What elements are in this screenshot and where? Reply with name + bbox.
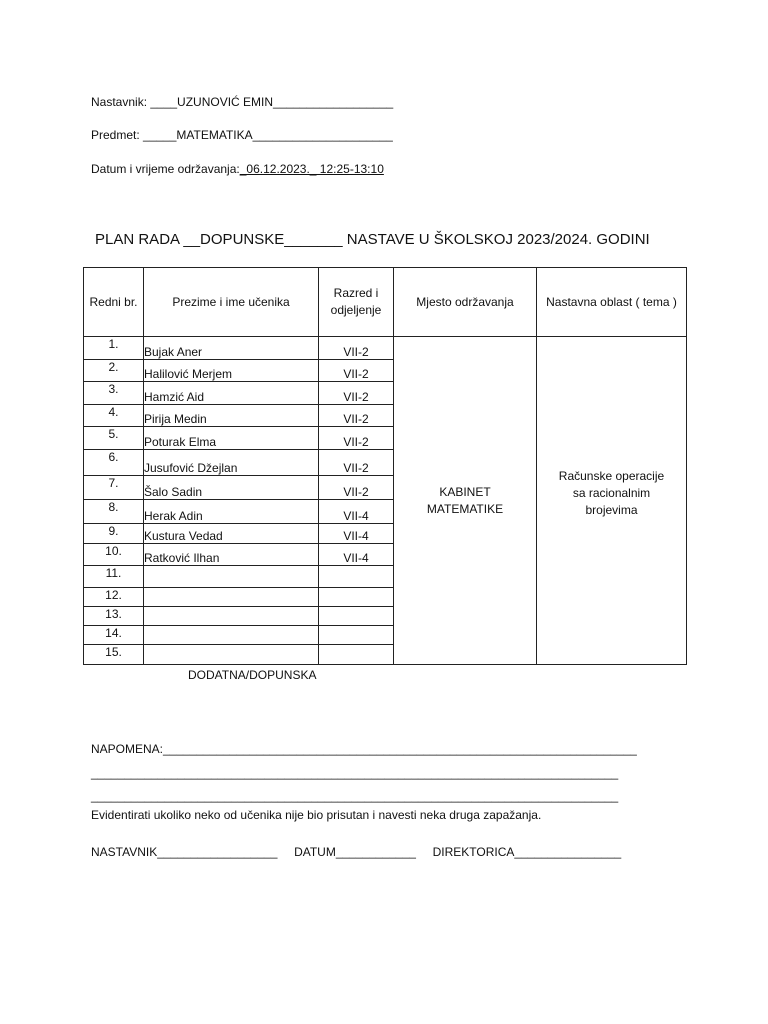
sig-date: DATUM____________ (294, 845, 416, 859)
napomena-instruction: Evidentirati ukoliko neko od učenika nije bio prisutan i navesti neka druga zapažanja. (91, 808, 542, 822)
student-class: VII-4 (319, 524, 394, 544)
row-number: 14. (84, 626, 144, 645)
student-class: VII-4 (319, 544, 394, 566)
row-number: 13. (84, 607, 144, 626)
row-number: 11. (84, 566, 144, 588)
student-class: VII-2 (319, 476, 394, 500)
student-class (319, 566, 394, 588)
student-name: Hamzić Aid (144, 382, 319, 405)
header-place: Mjesto održavanja (394, 268, 537, 337)
row-number: 9. (84, 524, 144, 544)
plan-type: __DOPUNSKE_______ (183, 231, 343, 248)
header-topic: Nastavna oblast ( tema ) (537, 268, 687, 337)
student-name (144, 645, 319, 665)
row-number: 1. (84, 337, 144, 360)
student-name (144, 566, 319, 588)
student-class: VII-2 (319, 450, 394, 476)
student-name: Pirija Medin (144, 405, 319, 427)
student-name: Šalo Sadin (144, 476, 319, 500)
napomena-line-3: _______________________________________________________________________________ (91, 789, 619, 803)
date-line (91, 162, 384, 176)
student-class (319, 588, 394, 607)
row-number: 7. (84, 476, 144, 500)
student-class: VII-2 (319, 405, 394, 427)
student-name (144, 626, 319, 645)
topic-cell: Računske operacije sa racionalnim brojevima (537, 337, 687, 665)
row-number: 8. (84, 500, 144, 524)
row-number: 3. (84, 382, 144, 405)
teacher-line: Nastavnik: ____UZUNOVIĆ EMIN__________________ (91, 95, 394, 109)
row-number: 12. (84, 588, 144, 607)
table-header-row (84, 268, 687, 337)
student-name: Poturak Elma (144, 427, 319, 450)
student-name (144, 588, 319, 607)
student-class: VII-2 (319, 427, 394, 450)
student-name: Kustura Vedad (144, 524, 319, 544)
student-class: VII-2 (319, 360, 394, 382)
row-number: 6. (84, 450, 144, 476)
plan-prefix: PLAN RADA (95, 231, 184, 248)
student-name (144, 607, 319, 626)
row-number: 2. (84, 360, 144, 382)
student-class: VII-4 (319, 500, 394, 524)
sig-teacher: NASTAVNIK__________________ (91, 845, 278, 859)
student-class (319, 645, 394, 665)
sig-principal: DIREKTORICA________________ (432, 845, 622, 859)
student-name: Herak Adin (144, 500, 319, 524)
row-number: 10. (84, 544, 144, 566)
table-row (84, 337, 687, 360)
napomena-line-1: NAPOMENA:_______________________________________________________________________ (91, 742, 637, 756)
date-value: _06.12.2023._ 12:25-13:10 (239, 162, 384, 176)
signature-line (91, 845, 621, 859)
date-label: Datum i vrijeme održavanja: (91, 162, 240, 176)
student-name: Ratković Ilhan (144, 544, 319, 566)
row-number: 4. (84, 405, 144, 427)
students-table (83, 267, 687, 665)
student-name: Halilović Merjem (144, 360, 319, 382)
student-name: Bujak Aner (144, 337, 319, 360)
header-no: Redni br. (84, 268, 144, 337)
place-cell: KABINET MATEMATIKE (394, 337, 537, 665)
napomena-line-2: _______________________________________________________________________________ (91, 766, 619, 780)
student-name: Jusufović Džejlan (144, 450, 319, 476)
type-note: DODATNA/DOPUNSKA (188, 668, 317, 682)
plan-suffix: NASTAVE U ŠKOLSKOJ 2023/2024. GODINI (342, 231, 650, 248)
student-class: VII-2 (319, 382, 394, 405)
student-class (319, 607, 394, 626)
subject-line: Predmet: _____MATEMATIKA_____________________ (91, 128, 393, 142)
student-class (319, 626, 394, 645)
header-name: Prezime i ime učenika (144, 268, 319, 337)
header-class: Razred i odjeljenje (319, 268, 394, 337)
row-number: 5. (84, 427, 144, 450)
plan-title (95, 231, 650, 248)
student-class: VII-2 (319, 337, 394, 360)
row-number: 15. (84, 645, 144, 665)
